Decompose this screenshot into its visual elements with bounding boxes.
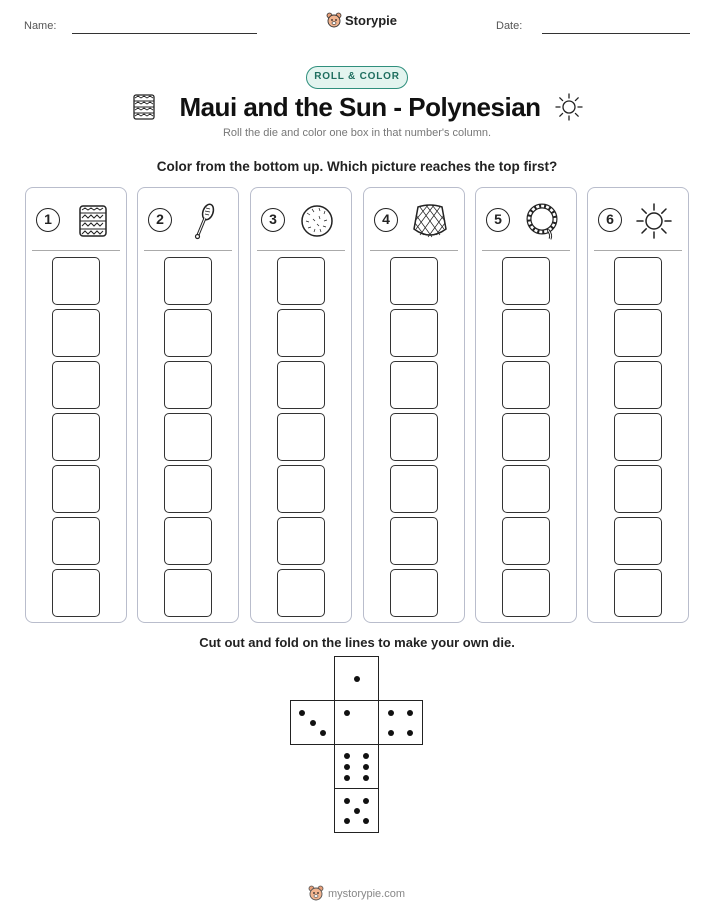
bear-icon	[326, 12, 342, 29]
color-box[interactable]	[277, 517, 325, 565]
color-box[interactable]	[164, 517, 212, 565]
column-divider	[370, 250, 458, 251]
cut-instruction: Cut out and fold on the lines to make your own die.	[199, 635, 515, 650]
color-box[interactable]	[164, 309, 212, 357]
column-divider	[144, 250, 232, 251]
color-box[interactable]	[614, 413, 662, 461]
activity-badge: ROLL & COLOR	[306, 66, 408, 89]
brand-logo	[326, 12, 397, 29]
column-number: 4	[374, 208, 398, 232]
die-pip	[354, 676, 360, 682]
name-label: Name:	[24, 20, 57, 32]
column-1	[25, 187, 127, 623]
color-box[interactable]	[502, 517, 550, 565]
color-box[interactable]	[390, 569, 438, 617]
brand-name: Storypie	[345, 13, 398, 28]
die-pip	[344, 818, 350, 824]
column-number: 3	[261, 208, 285, 232]
column-number: 6	[598, 208, 622, 232]
color-box[interactable]	[52, 517, 100, 565]
color-box[interactable]	[52, 569, 100, 617]
date-line	[542, 33, 690, 34]
fishing-net-icon	[410, 201, 450, 241]
column-number: 1	[36, 208, 60, 232]
sun-icon	[634, 201, 674, 241]
die-pip	[344, 764, 350, 770]
color-box[interactable]	[390, 361, 438, 409]
color-box[interactable]	[390, 257, 438, 305]
name-line	[72, 33, 257, 34]
color-box[interactable]	[502, 309, 550, 357]
page-title: Maui and the Sun - Polynesian	[179, 92, 541, 122]
die-face-3	[290, 700, 335, 745]
hand-club-icon	[184, 201, 224, 241]
color-box[interactable]	[277, 465, 325, 513]
coconut-icon	[297, 201, 337, 241]
color-box[interactable]	[390, 465, 438, 513]
column-2	[137, 187, 239, 623]
die-pip	[363, 764, 369, 770]
instruction: Color from the bottom up. Which picture reaches the top first?	[156, 159, 558, 174]
rope-coil-icon	[522, 201, 562, 241]
color-box[interactable]	[614, 361, 662, 409]
die-pip	[344, 775, 350, 781]
die-pip	[320, 730, 326, 736]
color-box[interactable]	[502, 413, 550, 461]
die-pip	[363, 818, 369, 824]
bear-icon	[308, 885, 324, 902]
die-pip	[344, 753, 350, 759]
column-3	[250, 187, 352, 623]
die-face-6	[334, 744, 379, 789]
color-box[interactable]	[502, 465, 550, 513]
color-box[interactable]	[277, 257, 325, 305]
color-box[interactable]	[277, 413, 325, 461]
color-box[interactable]	[164, 413, 212, 461]
color-box[interactable]	[164, 257, 212, 305]
color-box[interactable]	[390, 309, 438, 357]
color-box[interactable]	[52, 309, 100, 357]
die-pip	[363, 753, 369, 759]
color-box[interactable]	[277, 569, 325, 617]
die-pip	[407, 710, 413, 716]
color-box[interactable]	[614, 257, 662, 305]
date-label: Date:	[496, 20, 523, 32]
color-box[interactable]	[614, 517, 662, 565]
color-box[interactable]	[502, 257, 550, 305]
color-box[interactable]	[164, 361, 212, 409]
column-6	[587, 187, 689, 623]
die-pip	[344, 798, 350, 804]
subtitle: Roll the die and color one box in that number's column.	[222, 127, 492, 139]
color-box[interactable]	[52, 257, 100, 305]
die-pip	[407, 730, 413, 736]
color-box[interactable]	[52, 361, 100, 409]
color-box[interactable]	[164, 569, 212, 617]
die-pip	[388, 730, 394, 736]
die-pip	[310, 720, 316, 726]
sun-icon	[555, 93, 583, 121]
die-pip	[344, 710, 350, 716]
color-box[interactable]	[164, 465, 212, 513]
die-face-1	[334, 656, 379, 701]
tapa-cloth-icon	[72, 201, 112, 241]
die-face-1	[334, 700, 379, 745]
die-pip	[388, 710, 394, 716]
column-divider	[257, 250, 345, 251]
color-box[interactable]	[614, 569, 662, 617]
die-pip	[363, 775, 369, 781]
footer	[308, 885, 405, 902]
column-divider	[482, 250, 570, 251]
die-face-4	[378, 700, 423, 745]
die-pip	[299, 710, 305, 716]
color-box[interactable]	[390, 517, 438, 565]
column-divider	[32, 250, 120, 251]
color-box[interactable]	[277, 361, 325, 409]
color-box[interactable]	[277, 309, 325, 357]
color-box[interactable]	[614, 465, 662, 513]
die-pip	[363, 798, 369, 804]
die-face-5	[334, 788, 379, 833]
column-divider	[594, 250, 682, 251]
column-4	[363, 187, 465, 623]
color-box[interactable]	[502, 361, 550, 409]
column-number: 2	[148, 208, 172, 232]
die-pip	[354, 808, 360, 814]
footer-url: mystorypie.com	[328, 887, 406, 900]
color-box[interactable]	[502, 569, 550, 617]
color-box[interactable]	[52, 413, 100, 461]
color-box[interactable]	[52, 465, 100, 513]
column-5	[475, 187, 577, 623]
color-box[interactable]	[390, 413, 438, 461]
color-box[interactable]	[614, 309, 662, 357]
column-number: 5	[486, 208, 510, 232]
